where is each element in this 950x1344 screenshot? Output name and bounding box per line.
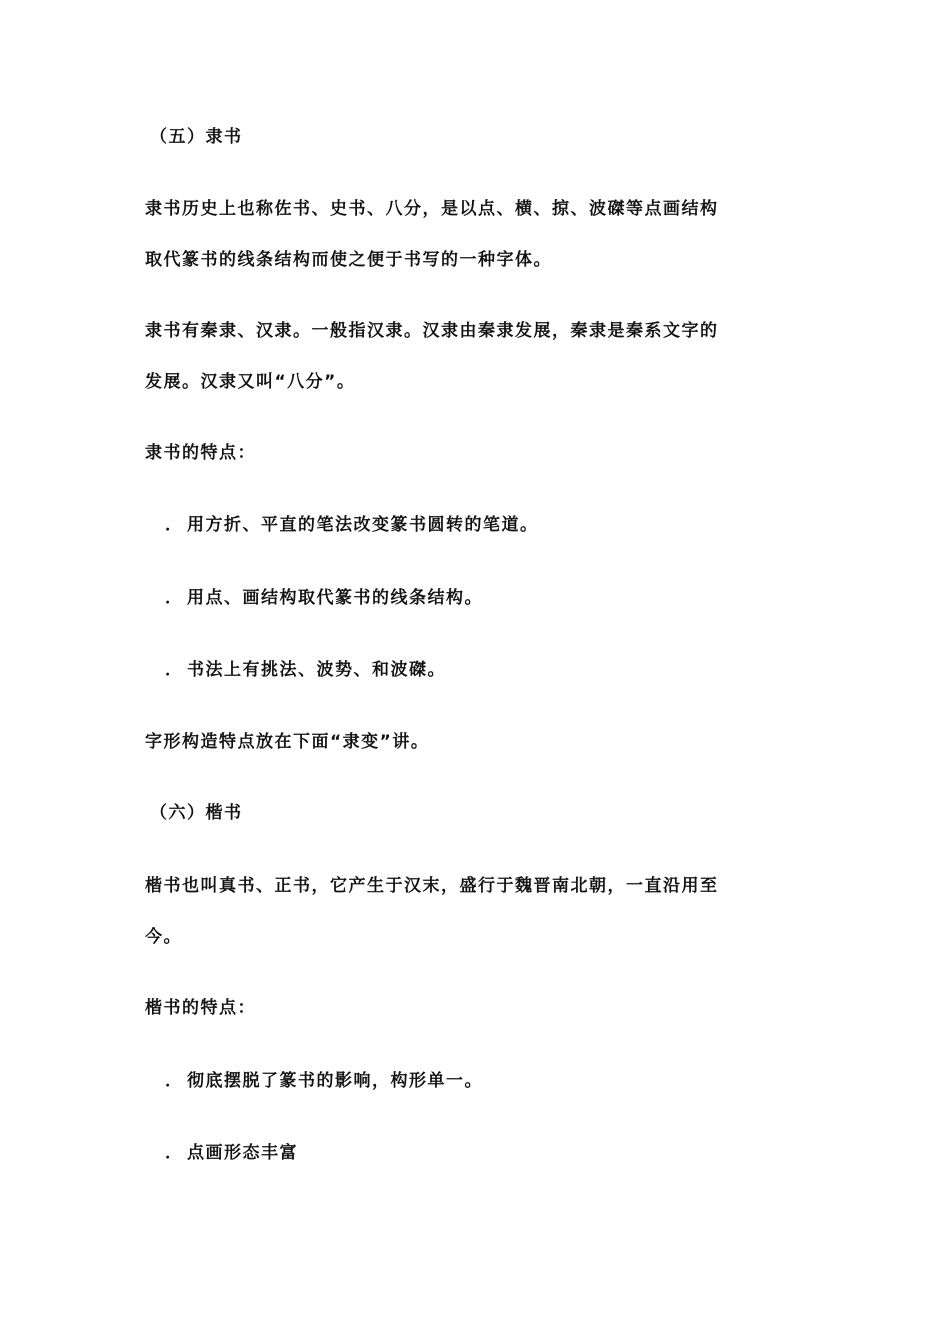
bullet-marker: ． [165, 1071, 184, 1091]
bullet-marker: ． [165, 588, 184, 608]
list-item-text: 书法上有挑法、波势、和波磔。 [187, 660, 446, 680]
list-item-text: 用点、画结构取代篆书的线条结构。 [187, 588, 483, 608]
paragraph-line: 隶书历史上也称佐书、史书、八分，是以点、横、掠、波磔等点画结构 [145, 199, 719, 219]
features-label-lishu: 隶书的特点： [145, 443, 256, 463]
list-item-text: 点画形态丰富 [187, 1143, 298, 1163]
paragraph-line: 楷书也叫真书、正书，它产生于汉末，盛行于魏晋南北朝，一直沿用至 [145, 876, 719, 896]
list-item-text: 彻底摆脱了篆书的影响，构形单一。 [187, 1071, 483, 1091]
list-item [165, 659, 446, 681]
bullet-marker: ． [165, 515, 184, 535]
paragraph-line: 发展。汉隶又叫“八分”。 [145, 372, 356, 392]
list-item [165, 1142, 298, 1164]
bullet-marker: ． [165, 660, 184, 680]
list-item [165, 1070, 483, 1092]
paragraph-line: 今。 [145, 927, 182, 947]
bullet-marker: ． [165, 1143, 184, 1163]
section-heading-lishu: （五）隶书 [150, 127, 243, 147]
features-label-kaishu: 楷书的特点： [145, 998, 256, 1018]
paragraph-line: 取代篆书的线条结构而使之便于书写的一种字体。 [145, 250, 552, 270]
paragraph-line: 隶书有秦隶、汉隶。一般指汉隶。汉隶由秦隶发展，秦隶是秦系文字的 [145, 321, 719, 341]
section-heading-kaishu: （六）楷书 [150, 803, 243, 823]
list-item-text: 用方折、平直的笔法改变篆书圆转的笔道。 [187, 515, 539, 535]
note-line: 字形构造特点放在下面“隶变”讲。 [145, 732, 430, 752]
list-item [165, 514, 539, 536]
list-item [165, 587, 483, 609]
